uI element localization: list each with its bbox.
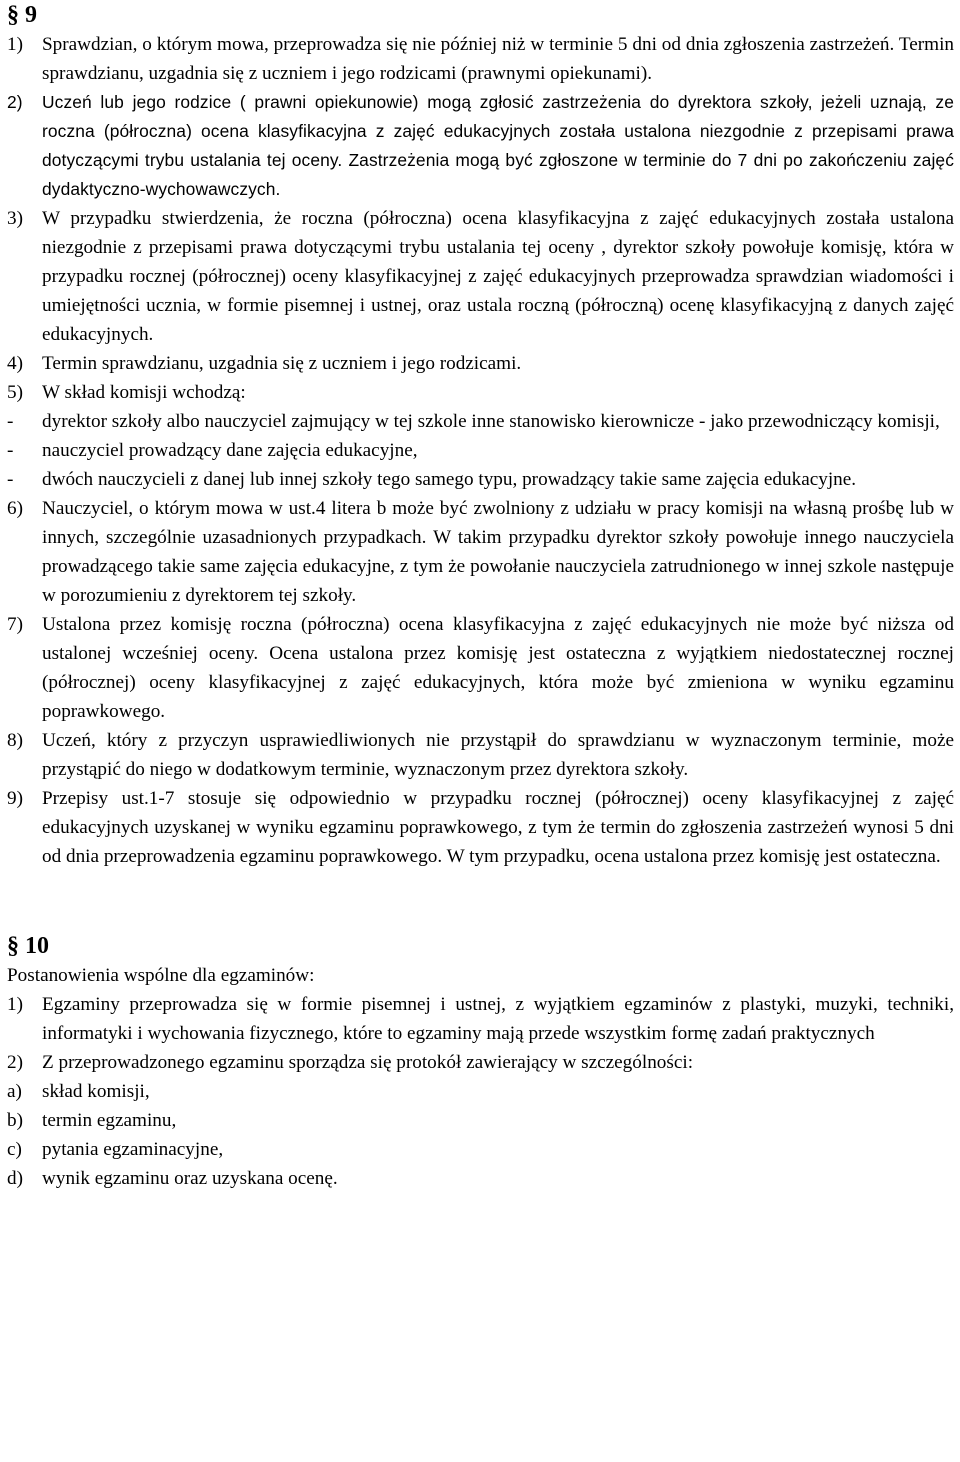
- item-number: 1): [7, 994, 23, 1015]
- item-bullet: -: [7, 440, 14, 461]
- list-item-dash-2: [7, 436, 954, 465]
- section-heading-10: § 10: [7, 933, 49, 959]
- item-number: 1): [7, 34, 23, 55]
- item-text: Uczeń, który z przyczyn usprawiedliwionych nie przystąpił do sprawdzianu w wyznaczonym terminie, może przystąpić do niego w dodatkowym terminie, wyznaczonym przez dyrektora szkoły.: [42, 730, 954, 780]
- item-number: 6): [7, 498, 23, 519]
- list-item-2: [7, 1048, 954, 1077]
- item-letter: b): [7, 1110, 23, 1131]
- item-text: Egzaminy przeprowadza się w formie pisemnej i ustnej, z wyjątkiem egzaminów z plastyki, muzyki, techniki, informatyki i wychowania fizycznego, które to egzaminy mają przede wszystkim formę zadań praktycznych: [42, 994, 954, 1044]
- list-item-8: [7, 726, 954, 784]
- item-letter: c): [7, 1139, 22, 1160]
- list-item-1: [7, 30, 954, 88]
- item-number: 3): [7, 208, 23, 229]
- section-10-list: [7, 990, 954, 1193]
- item-text: W skład komisji wchodzą:: [42, 382, 246, 403]
- list-item-3: [7, 204, 954, 349]
- item-text: nauczyciel prowadzący dane zajęcia edukacyjne,: [42, 440, 418, 461]
- list-item-5: [7, 378, 954, 407]
- list-item-6: [7, 494, 954, 610]
- item-number: 4): [7, 353, 23, 374]
- list-item-7: [7, 610, 954, 726]
- section-heading-9: § 9: [7, 2, 37, 28]
- item-number: 8): [7, 730, 23, 751]
- item-text: wynik egzaminu oraz uzyskana ocenę.: [42, 1168, 338, 1189]
- list-item-d: [7, 1164, 954, 1193]
- list-item-dash-1: [7, 407, 954, 436]
- item-number: 9): [7, 788, 23, 809]
- item-bullet: -: [7, 469, 14, 490]
- item-number: 2): [7, 92, 23, 112]
- list-item-1: [7, 990, 954, 1048]
- item-number: 2): [7, 1052, 23, 1073]
- list-item-dash-3: [7, 465, 954, 494]
- item-text: Uczeń lub jego rodzice ( prawni opiekunowie) mogą zgłosić zastrzeżenia do dyrektora szkoły, jeżeli uznają, ze roczna (półroczna) ocena klasyfikacyjna z zajęć edukacyjnych została ustalona niezgodnie z przepisami prawa dotyczącymi trybu ustalania tej oceny. Zastrzeżenia mogą być zgłoszone w terminie do 7 dni po zakończeniu zajęć dydaktyczno-wychowawczych.: [42, 92, 954, 199]
- item-text: Z przeprowadzonego egzaminu sporządza się protokół zawierający w szczególności:: [42, 1052, 694, 1073]
- section-10-intro: Postanowienia wspólne dla egzaminów:: [7, 965, 315, 986]
- item-text: Termin sprawdzianu, uzgadnia się z uczniem i jego rodzicami.: [42, 353, 522, 374]
- item-text: pytania egzaminacyjne,: [42, 1139, 224, 1160]
- item-text: Nauczyciel, o którym mowa w ust.4 litera b może być zwolniony z udziału w pracy komisji na własną prośbę lub w innych, szczególnie uzasadnionych przypadkach. W takim przypadku dyrektor szkoły powołuje innego nauczyciela prowadzącego takie same zajęcia edukacyjne, z tym że powołanie nauczyciela zatrudnionego w innej szkole następuje w porozumieniu z dyrektorem tej szkoły.: [42, 498, 954, 606]
- item-text: W przypadku stwierdzenia, że roczna (półroczna) ocena klasyfikacyjna z zajęć edukacyjnych została ustalona niezgodnie z przepisami prawa dotyczącymi trybu ustalania tej oceny , dyrektor szkoły powołuje komisję, która w przypadku rocznej (półrocznej) oceny klasyfikacyjnej z zajęć edukacyjnych przeprowadza sprawdzian wiadomości i umiejętności ucznia, w formie pisemnej i ustnej, oraz ustala roczną (półroczną) ocenę klasyfikacyjną z danych zajęć edukacyjnych.: [42, 208, 954, 345]
- list-item-b: [7, 1106, 954, 1135]
- item-text: skład komisji,: [42, 1081, 150, 1102]
- item-text: Sprawdzian, o którym mowa, przeprowadza się nie później niż w terminie 5 dni od dnia zgłoszenia zastrzeżeń. Termin sprawdzianu, uzgadnia się z uczniem i jego rodzicami (prawnymi opiekunami).: [42, 34, 954, 84]
- item-number: 7): [7, 614, 23, 635]
- list-item-c: [7, 1135, 954, 1164]
- item-text: Ustalona przez komisję roczna (półroczna) ocena klasyfikacyjna z zajęć edukacyjnych nie może być niższa od ustalonej wcześniej oceny. Ocena ustalona przez komisję jest ostateczna z wyjątkiem niedostatecznej rocznej (półrocznej) oceny klasyfikacyjnej z zajęć edukacyjnych, która może być zmieniona w wyniku egzaminu poprawkowego.: [42, 614, 954, 722]
- item-text: Przepisy ust.1-7 stosuje się odpowiednio w przypadku rocznej (półrocznej) oceny klasyfikacyjnej z zajęć edukacyjnych uzyskanej w wyniku egzaminu poprawkowego, z tym że termin do zgłoszenia zastrzeżeń wynosi 5 dni od dnia przeprowadzenia egzaminu poprawkowego. W tym przypadku, ocena ustalona przez komisję jest ostateczna.: [42, 788, 954, 867]
- item-number: 5): [7, 382, 23, 403]
- item-text: termin egzaminu,: [42, 1110, 177, 1131]
- item-letter: d): [7, 1168, 23, 1189]
- list-item-2: [7, 88, 954, 204]
- list-item-9: [7, 784, 954, 871]
- item-letter: a): [7, 1081, 22, 1102]
- section-9-list: [7, 30, 954, 871]
- item-text: dyrektor szkoły albo nauczyciel zajmujący w tej szkole inne stanowisko kierownicze - jako przewodniczący komisji,: [42, 411, 940, 432]
- item-bullet: -: [7, 411, 14, 432]
- list-item-a: [7, 1077, 954, 1106]
- list-item-4: [7, 349, 954, 378]
- item-text: dwóch nauczycieli z danej lub innej szkoły tego samego typu, prowadzący takie same zajęcia edukacyjne.: [42, 469, 857, 490]
